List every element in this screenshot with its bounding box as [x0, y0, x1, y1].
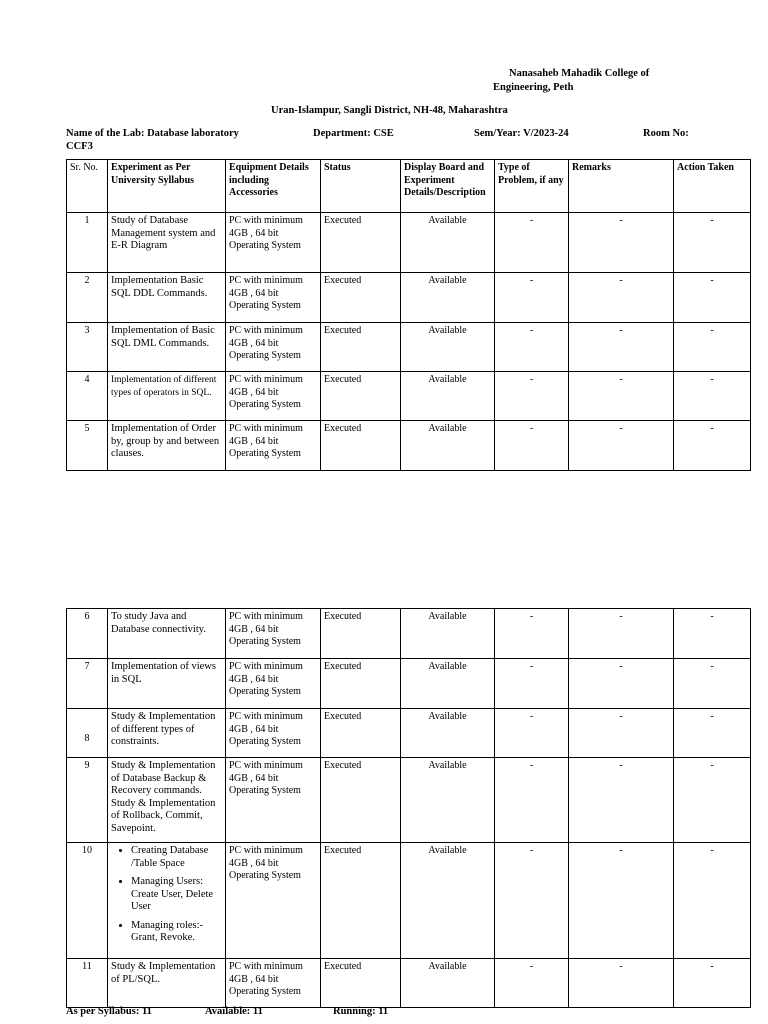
experiment-text: Study & Implementation of Database Backup & Recovery commands. Study & Implementation of Rollback, Commit, Savepoint.: [111, 760, 216, 834]
remarks-cell: -: [569, 758, 674, 843]
equipment-cell: PC with minimum 4GB , 64 bit Operating System: [226, 372, 321, 421]
experiment-cell: [108, 843, 226, 959]
table-row: [67, 709, 751, 758]
remarks-cell: -: [569, 213, 674, 273]
equipment-cell: PC with minimum 4GB , 64 bit Operating System: [226, 213, 321, 273]
table-row: [67, 843, 751, 959]
col-header-action-taken: Action Taken: [674, 160, 751, 213]
display-board-cell: Available: [401, 323, 495, 372]
experiment-text: Study & Implementation of different types of constraints.: [111, 711, 216, 747]
sr-no-cell: 3: [67, 323, 108, 372]
experiment-cell: [108, 609, 226, 659]
sr-no-cell: 5: [67, 421, 108, 471]
action-taken-cell: -: [674, 758, 751, 843]
sr-no-cell: 7: [67, 659, 108, 709]
running-count: Running: 11: [333, 1006, 389, 1017]
action-taken-cell: -: [674, 213, 751, 273]
equipment-cell: PC with minimum 4GB , 64 bit Operating System: [226, 659, 321, 709]
col-header-display-board: Display Board and Experiment Details/Description: [401, 160, 495, 213]
status-cell: Executed: [321, 372, 401, 421]
remarks-cell: -: [569, 273, 674, 323]
table-row: [67, 659, 751, 709]
display-board-cell: Available: [401, 213, 495, 273]
college-name-line2: Engineering, Peth: [493, 82, 574, 93]
action-taken-cell: -: [674, 659, 751, 709]
problem-type-cell: -: [495, 273, 569, 323]
col-header-problem-type: Type of Problem, if any: [495, 160, 569, 213]
experiment-cell: [108, 323, 226, 372]
experiment-cell: [108, 421, 226, 471]
sr-no-cell: 4: [67, 372, 108, 421]
status-cell: Executed: [321, 758, 401, 843]
experiment-bullet-item: • Creating Database /Table Space: [131, 845, 222, 870]
available-count: Available: 11: [205, 1006, 263, 1017]
remarks-cell: -: [569, 609, 674, 659]
lab-table-part-2: [66, 608, 751, 1008]
table-row: [67, 372, 751, 421]
lab-table-part-1: [66, 159, 751, 471]
table-row: [67, 609, 751, 659]
equipment-cell: PC with minimum 4GB , 64 bit Operating System: [226, 323, 321, 372]
equipment-cell: PC with minimum 4GB , 64 bit Operating System: [226, 421, 321, 471]
remarks-cell: -: [569, 709, 674, 758]
experiment-cell: [108, 709, 226, 758]
remarks-cell: -: [569, 421, 674, 471]
experiment-text: To study Java and Database connectivity.: [111, 611, 206, 635]
problem-type-cell: -: [495, 709, 569, 758]
remarks-cell: -: [569, 372, 674, 421]
remarks-cell: -: [569, 323, 674, 372]
equipment-cell: PC with minimum 4GB , 64 bit Operating System: [226, 609, 321, 659]
table-row: [67, 421, 751, 471]
display-board-cell: Available: [401, 421, 495, 471]
col-header-experiment: Experiment as Per University Syllabus: [108, 160, 226, 213]
experiment-text: Implementation of Order by, group by and between clauses.: [111, 423, 220, 459]
col-header-remarks: Remarks: [569, 160, 674, 213]
experiment-text: Implementation of Basic SQL DML Commands.: [111, 325, 215, 349]
sr-no-cell: 6: [67, 609, 108, 659]
experiment-text: Implementation of views in SQL: [111, 661, 216, 685]
college-name-line1: Nanasaheb Mahadik College of: [509, 68, 650, 79]
col-header-status: Status: [321, 160, 401, 213]
table-row: [67, 323, 751, 372]
experiment-cell: [108, 372, 226, 421]
action-taken-cell: -: [674, 959, 751, 1008]
equipment-cell: PC with minimum 4GB , 64 bit Operating System: [226, 273, 321, 323]
remarks-cell: -: [569, 659, 674, 709]
problem-type-cell: -: [495, 843, 569, 959]
status-cell: Executed: [321, 273, 401, 323]
status-cell: Executed: [321, 709, 401, 758]
action-taken-cell: -: [674, 843, 751, 959]
display-board-cell: Available: [401, 758, 495, 843]
problem-type-cell: -: [495, 609, 569, 659]
table-header-row: [67, 160, 751, 213]
status-cell: Executed: [321, 213, 401, 273]
table-row: [67, 959, 751, 1008]
experiment-cell: [108, 273, 226, 323]
table-row: [67, 758, 751, 843]
experiment-cell: [108, 959, 226, 1008]
equipment-cell: PC with minimum 4GB , 64 bit Operating System: [226, 959, 321, 1008]
experiment-bullet-list: [111, 845, 222, 945]
sr-no-cell: 10: [67, 843, 108, 959]
status-cell: Executed: [321, 323, 401, 372]
status-cell: Executed: [321, 421, 401, 471]
problem-type-cell: -: [495, 659, 569, 709]
action-taken-cell: -: [674, 273, 751, 323]
status-cell: Executed: [321, 609, 401, 659]
lab-name: Name of the Lab: Database laboratory: [66, 128, 239, 139]
experiment-bullet-item: • Managing Users: Create User, Delete User: [131, 876, 222, 914]
college-address: Uran-Islampur, Sangli District, NH-48, Maharashtra: [271, 105, 508, 116]
problem-type-cell: -: [495, 959, 569, 1008]
problem-type-cell: -: [495, 758, 569, 843]
sr-no-cell: 11: [67, 959, 108, 1008]
table-row: [67, 213, 751, 273]
equipment-cell: PC with minimum 4GB , 64 bit Operating System: [226, 709, 321, 758]
problem-type-cell: -: [495, 213, 569, 273]
room-no-label: Room No:: [643, 128, 689, 139]
col-header-equipment: Equipment Details including Accessories: [226, 160, 321, 213]
display-board-cell: Available: [401, 609, 495, 659]
remarks-cell: -: [569, 959, 674, 1008]
table-row: [67, 273, 751, 323]
status-cell: Executed: [321, 659, 401, 709]
experiment-text: Study of Database Management system and E-R Diagram: [111, 215, 216, 251]
action-taken-cell: -: [674, 609, 751, 659]
sem-year: Sem/Year: V/2023-24: [474, 128, 569, 139]
action-taken-cell: -: [674, 372, 751, 421]
experiment-text: Implementation Basic SQL DDL Commands.: [111, 275, 208, 299]
sr-no-cell: 1: [67, 213, 108, 273]
experiment-text: Study & Implementation of PL/SQL.: [111, 961, 216, 985]
sr-no-cell: 9: [67, 758, 108, 843]
display-board-cell: Available: [401, 273, 495, 323]
equipment-cell: PC with minimum 4GB , 64 bit Operating System: [226, 843, 321, 959]
action-taken-cell: -: [674, 709, 751, 758]
action-taken-cell: -: [674, 421, 751, 471]
sr-no-cell: 2: [67, 273, 108, 323]
problem-type-cell: -: [495, 372, 569, 421]
experiment-cell: [108, 213, 226, 273]
experiment-cell: [108, 758, 226, 843]
display-board-cell: Available: [401, 372, 495, 421]
experiment-bullet-item: • Managing roles:- Grant, Revoke.: [131, 920, 222, 945]
department: Department: CSE: [313, 128, 394, 139]
problem-type-cell: -: [495, 323, 569, 372]
action-taken-cell: -: [674, 323, 751, 372]
sr-no-cell: 8: [67, 709, 108, 758]
status-cell: Executed: [321, 959, 401, 1008]
syllabus-count: As per Syllabus: 11: [66, 1006, 152, 1017]
col-header-sr-no: Sr. No.: [67, 160, 108, 213]
problem-type-cell: -: [495, 421, 569, 471]
status-cell: Executed: [321, 843, 401, 959]
display-board-cell: Available: [401, 959, 495, 1008]
remarks-cell: -: [569, 843, 674, 959]
display-board-cell: Available: [401, 709, 495, 758]
experiment-text: Implementation of different types of operators in SQL.: [111, 375, 217, 398]
equipment-cell: PC with minimum 4GB , 64 bit Operating System: [226, 758, 321, 843]
display-board-cell: Available: [401, 843, 495, 959]
display-board-cell: Available: [401, 659, 495, 709]
room-code: CCF3: [66, 141, 93, 152]
experiment-cell: [108, 659, 226, 709]
